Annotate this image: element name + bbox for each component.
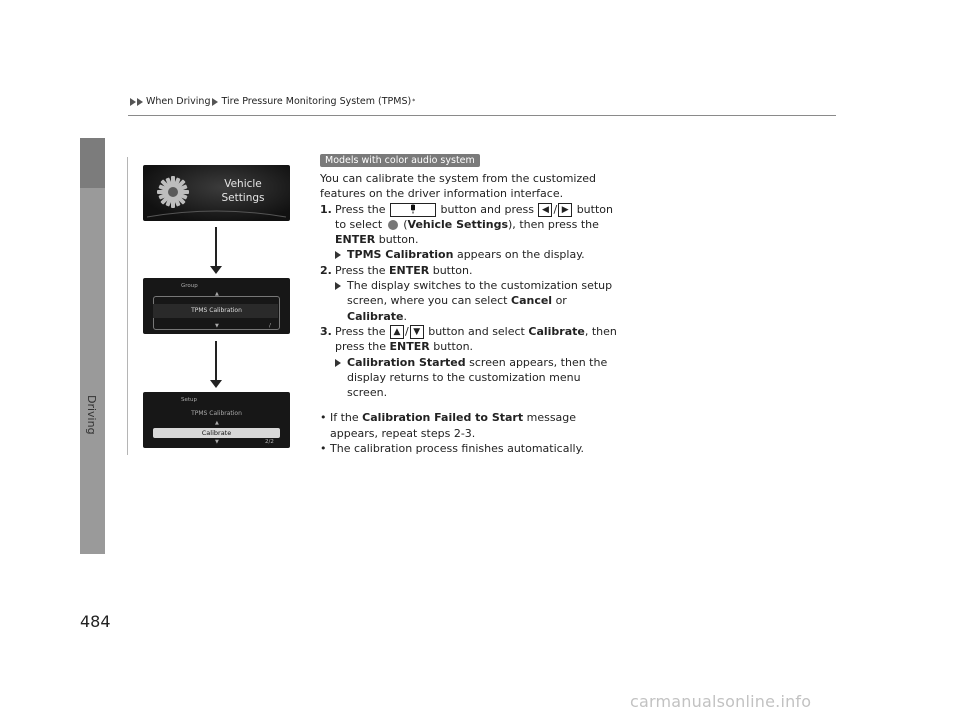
screen-title: Vehicle Settings	[221, 178, 265, 204]
screen-vehicle-settings	[143, 165, 290, 221]
screen-header: Setup	[181, 397, 198, 403]
up-arrow-icon: ▲	[215, 291, 219, 297]
step-2-result: The display switches to the customization setup screen, where you can select Cancel or Calibrate.	[320, 278, 620, 324]
up-arrow-key: ▲	[390, 325, 404, 339]
screen-group	[143, 278, 290, 334]
page-number: 484	[80, 612, 111, 631]
section-tab-highlight	[80, 138, 105, 188]
down-arrow-icon: ▼	[215, 439, 219, 445]
breadcrumb-arrow-icon	[137, 98, 143, 106]
result-arrow-icon	[335, 282, 341, 290]
down-arrow-key: ▼	[410, 325, 424, 339]
right-arrow-key: ▶	[558, 203, 572, 217]
step-3-result: Calibration Started screen appears, then the display returns to the customization menu screen.	[320, 355, 620, 401]
screen-setup	[143, 392, 290, 448]
step-1: 1. Press the button and press ◀ / ▶ button to select (Vehicle Settings), then press the ENTER button.	[320, 202, 613, 247]
model-badge: Models with color audio system	[320, 154, 480, 167]
menu-item-label: Calibrate	[201, 429, 232, 437]
flow-arrow	[215, 227, 217, 267]
page-indicator: /	[269, 323, 271, 329]
screen-decoration	[143, 165, 290, 221]
intro-paragraph: You can calibrate the system from the customized features on the driver information interface.	[320, 172, 596, 201]
step-1-result: TPMS Calibration appears on the display.	[320, 247, 620, 262]
step-number: 3.	[320, 324, 332, 338]
section-tab-label: Driving	[85, 395, 98, 435]
notes-list	[320, 410, 620, 456]
flow-arrow-head	[210, 266, 222, 274]
step-number: 2.	[320, 263, 332, 277]
result-arrow-icon	[335, 251, 341, 259]
note-item: • The calibration process finishes automatically.	[320, 442, 585, 456]
section-tab	[80, 138, 105, 554]
up-arrow-icon: ▲	[215, 420, 219, 426]
bullet-icon: •	[320, 411, 327, 425]
result-arrow-icon	[335, 359, 341, 367]
left-arrow-key: ◀	[538, 203, 552, 217]
note-item: • If the Calibration Failed to Start message appears, repeat steps 2-3.	[320, 411, 577, 440]
breadcrumb-arrow-icon	[212, 98, 218, 106]
breadcrumb-item[interactable]: Tire Pressure Monitoring System (TPMS)	[221, 96, 412, 107]
breadcrumb-arrow-icon	[130, 98, 136, 106]
breadcrumb-item[interactable]: When Driving	[146, 96, 211, 107]
step-number: 1.	[320, 202, 332, 216]
tire-icon	[408, 204, 418, 214]
flow-arrow	[215, 341, 217, 381]
screen-header: Group	[181, 283, 198, 289]
tpms-button-key	[390, 203, 436, 217]
breadcrumb	[130, 96, 415, 107]
figure-border	[127, 157, 128, 455]
down-arrow-icon: ▼	[215, 323, 219, 329]
step-3: 3. Press the ▲ / ▼ button and select Calibrate, then press the ENTER button.	[320, 324, 617, 354]
vehicle-settings-icon	[388, 220, 398, 230]
screen-subtitle: TPMS Calibration	[191, 410, 242, 417]
header-rule	[128, 115, 836, 116]
step-2: 2. Press the ENTER button.	[320, 263, 473, 277]
breadcrumb-superscript: *	[412, 98, 416, 105]
menu-item-label: TPMS Calibration	[191, 307, 242, 314]
page-indicator: 2/2	[265, 439, 274, 445]
body-text	[320, 171, 620, 456]
watermark: carmanualsonline.info	[630, 692, 812, 711]
flow-arrow-head	[210, 380, 222, 388]
bullet-icon: •	[320, 442, 327, 456]
